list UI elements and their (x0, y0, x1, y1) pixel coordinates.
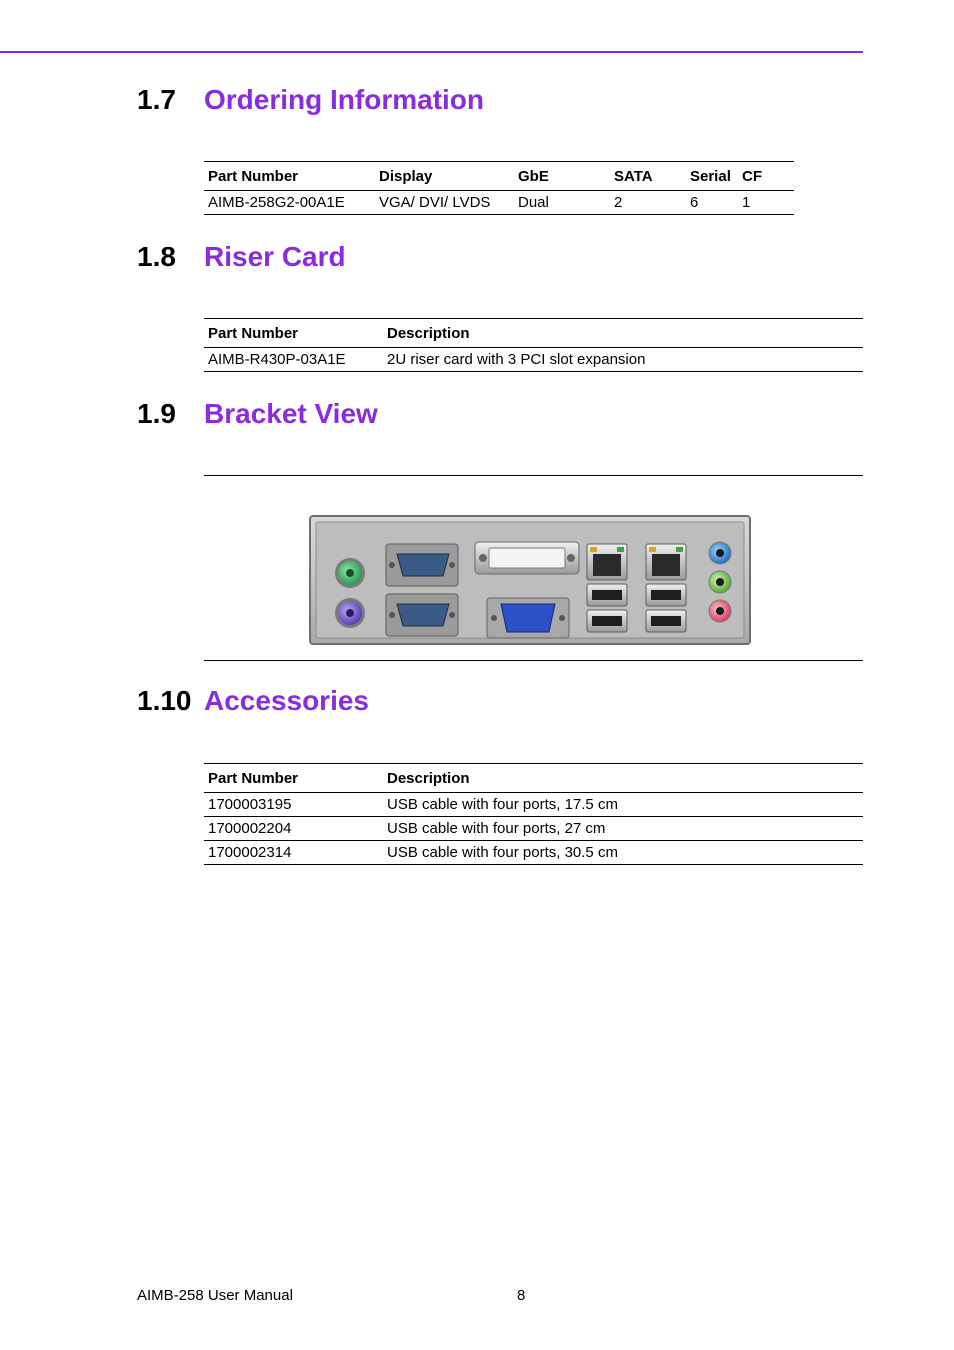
column-header: SATA (610, 162, 686, 191)
table-cell: 1700002314 (204, 841, 383, 865)
column-header: GbE (514, 162, 610, 191)
ps2-mouse-port (335, 598, 365, 628)
table-cell: 1700002204 (204, 817, 383, 841)
table-cell: AIMB-R430P-03A1E (204, 348, 383, 372)
section-number: 1.9 (137, 398, 176, 429)
column-header: Part Number (204, 162, 375, 191)
table-cell: 6 (686, 191, 738, 215)
table-header-row (204, 319, 863, 348)
usb-port (587, 610, 627, 632)
column-header: Display (375, 162, 514, 191)
table-row (204, 191, 794, 215)
table-cell: AIMB-258G2-00A1E (204, 191, 375, 215)
serial-port-com1 (386, 544, 458, 586)
riser-card-table (204, 318, 863, 372)
table-row (204, 793, 863, 817)
table-cell: VGA/ DVI/ LVDS (375, 191, 514, 215)
usb-port (587, 584, 627, 606)
header-rule (0, 51, 863, 53)
table-cell: USB cable with four ports, 27 cm (383, 817, 863, 841)
lan-port-1 (587, 544, 627, 580)
vga-port (487, 598, 569, 638)
lan-port-2 (646, 544, 686, 580)
column-header: Description (383, 319, 863, 348)
column-header: Serial (686, 162, 738, 191)
table-header-row (204, 162, 794, 191)
usb-port (646, 584, 686, 606)
figure-top-rule (204, 475, 863, 476)
io-bracket-image (309, 514, 751, 646)
dvi-port (475, 542, 579, 574)
table-cell: USB cable with four ports, 30.5 cm (383, 841, 863, 865)
section-title: Ordering Information (204, 84, 484, 115)
column-header: CF (738, 162, 794, 191)
table-cell: Dual (514, 191, 610, 215)
table-cell: 1700003195 (204, 793, 383, 817)
table-cell: 2U riser card with 3 PCI slot expansion (383, 348, 863, 372)
accessories-table (204, 763, 863, 865)
footer-manual-title: AIMB-258 User Manual (137, 1287, 293, 1304)
section-title: Bracket View (204, 398, 378, 429)
column-header: Part Number (204, 764, 383, 793)
section-number: 1.7 (137, 84, 176, 115)
usb-port (646, 610, 686, 632)
section-title: Riser Card (204, 241, 346, 272)
column-header: Description (383, 764, 863, 793)
section-heading-ordering-information (137, 82, 484, 118)
footer-page-number: 8 (517, 1287, 526, 1304)
section-heading-riser-card (137, 239, 346, 275)
table-header-row (204, 764, 863, 793)
audio-line-in-jack (709, 542, 731, 564)
table-cell: 2 (610, 191, 686, 215)
audio-line-out-jack (709, 571, 731, 593)
figure-bottom-rule (204, 660, 863, 661)
section-number: 1.10 (137, 685, 192, 716)
serial-port-com2 (386, 594, 458, 636)
column-header: Part Number (204, 319, 383, 348)
section-title: Accessories (204, 685, 370, 716)
table-cell: 1 (738, 191, 794, 215)
section-heading-accessories (137, 683, 369, 719)
table-row (204, 348, 863, 372)
table-row (204, 817, 863, 841)
section-heading-bracket-view (137, 396, 378, 432)
audio-mic-in-jack (709, 600, 731, 622)
table-cell: USB cable with four ports, 17.5 cm (383, 793, 863, 817)
table-row (204, 841, 863, 865)
ordering-table (204, 161, 794, 215)
ps2-keyboard-port (335, 558, 365, 588)
section-number: 1.8 (137, 241, 176, 272)
